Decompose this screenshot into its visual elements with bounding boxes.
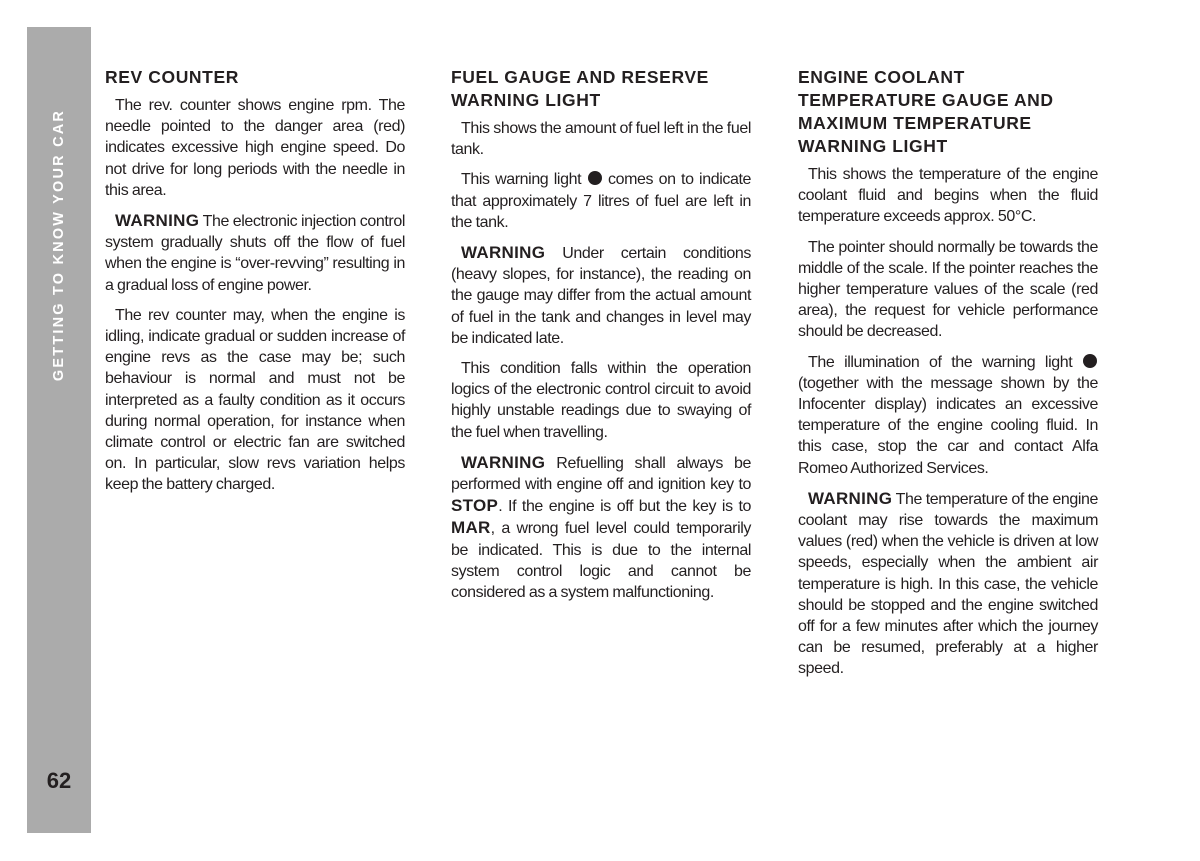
rev-counter-paragraph-3: The rev counter may, when the engine is idling, indicate gradual or sudden increase of engine revs as the case may be; such behaviour is normal and must not be interpreted as a faulty condition as it occurs during normal operation, for instance when climate control or electric fan are switched on. In particular, slow revs variation helps keep the battery charged. (105, 306, 405, 494)
fuel-gauge-paragraph-1: This shows the amount of fuel left in the fuel tank. (451, 120, 751, 159)
coolant-paragraph-1: This shows the temperature of the engine coolant fluid and begins when the fluid temperature exceeds approx. 50°C. (798, 166, 1098, 226)
warning-text: Under certain conditions (heavy slopes, for instance), the reading on the gauge may differ from the actual amount of fuel in the tank and changes in level may be indicated late. (451, 245, 751, 347)
warning-text: The temperature of the engine coolant may rise towards the maximum values (red) when the vehicle is driven at low speeds, especially when the ambient air temperature is high. In this case, the vehicle should be stopped and the engine switched off for a few minutes after which the journey can be resumed, preferably at a higher speed. (798, 490, 1098, 678)
fuel-gauge-warning-1 (451, 242, 751, 349)
rev-counter-paragraph-1: The rev. counter shows engine rpm. The needle pointed to the danger area (red) indicates excessive high engine speed. Do not drive for long periods with the needle in this area. (105, 97, 405, 199)
column-fuel-gauge (451, 66, 751, 612)
warning-text: The electronic injection control system gradually shuts off the flow of fuel when the engine is “over-revving” resulting in a gradual loss of engine power. (105, 213, 405, 294)
coolant-heading: ENGINE COOLANT TEMPERATURE GAUGE AND MAXIMUM TEMPERATURE WARNING LIGHT (798, 67, 1054, 156)
warning-text: Refuelling shall always be performed with engine off and ignition key to (451, 454, 751, 494)
rev-counter-heading: REV COUNTER (105, 67, 239, 87)
coolant-paragraph-3 (798, 352, 1098, 479)
coolant-temperature-warning-light-icon (1083, 354, 1097, 368)
side-tab-text-holder (27, 27, 91, 833)
key-position-mar: MAR (451, 518, 491, 538)
text-span: This warning light (461, 171, 587, 189)
text-span: The illumination of the warning light (808, 353, 1082, 371)
key-position-stop: STOP (451, 496, 499, 516)
warning-text: . If the engine is off but the key is to (498, 498, 751, 516)
fuel-reserve-warning-light-icon (588, 171, 602, 185)
text-span: comes on to indicate that approximately 7 litres of fuel are left in the tank. (451, 171, 751, 231)
text-span: (together with the message shown by the Infocenter display) indicates an excessive temperature of the engine cooling fluid. In this case, stop the car and contact Alfa Romeo Authorized Services. (798, 374, 1098, 477)
column-rev-counter (105, 66, 405, 505)
coolant-warning (798, 488, 1098, 680)
fuel-gauge-paragraph-4: This condition falls within the operation logics of the electronic control circuit to avoid highly unstable readings due to swaying of the fuel when travelling. (451, 360, 751, 441)
page-number: 62 (46, 768, 72, 793)
fuel-gauge-heading: FUEL GAUGE AND RESERVE WARNING LIGHT (451, 67, 709, 110)
warning-label: WARNING (461, 243, 546, 263)
column-coolant (798, 66, 1098, 689)
warning-text: , a wrong fuel level could temporarily be indicated. This is due to the internal system control logic and cannot be considered as a system malfunctioning. (451, 520, 751, 602)
fuel-gauge-paragraph-2 (451, 169, 751, 233)
warning-label: WARNING (808, 488, 893, 508)
rev-counter-warning (105, 210, 405, 296)
section-title: GETTING TO KNOW YOUR CAR (51, 108, 67, 382)
fuel-gauge-warning-2 (451, 452, 751, 603)
warning-label: WARNING (115, 211, 200, 231)
coolant-paragraph-2: The pointer should normally be towards the middle of the scale. If the pointer reaches the higher temperature values of the scale (red area), the request for vehicle performance should be decreased. (798, 238, 1098, 341)
warning-label: WARNING (461, 452, 546, 472)
